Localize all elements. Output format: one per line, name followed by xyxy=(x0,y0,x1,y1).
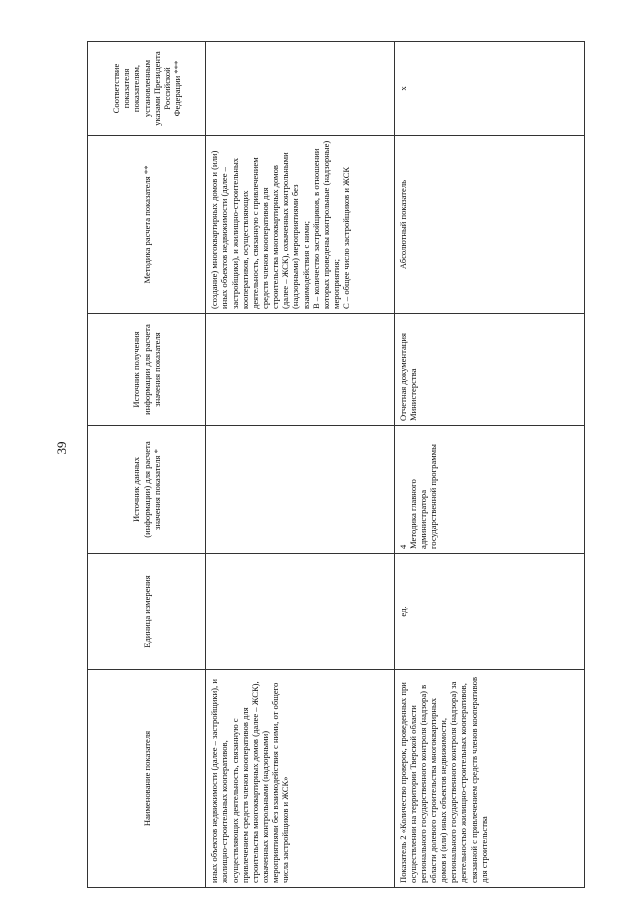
cell-unit xyxy=(206,554,394,670)
cell-compliance xyxy=(206,42,394,136)
header-method: Методика расчета показателя ** xyxy=(88,136,206,314)
cell-method: Абсолютный показатель xyxy=(394,136,584,314)
cell-info-source: Отчетная документация Министерства xyxy=(394,314,584,426)
cell-method: (создание) многоквартирных домов и (или) иных объектов недвижимости (далее – застройщики), и жилищно-строительных кооперативов, осуществляющих деятельность, связанную с привлечением средств членов кооперативов для строительства многоквартирных домов (далее – ЖСК), охваченных контрольными (надзорными) мероприятиями без взаимодействия с ними; B – количество застройщиков, в отношении которых проведены контрольные (надзорные) мероприятия; C – общее число застройщиков и ЖСК xyxy=(206,136,394,314)
indicator-table xyxy=(87,41,585,888)
header-compliance: Соответствие показателя показателям, установленным указами Президента Российской Федерации *** xyxy=(88,42,206,136)
header-info-source: Источник получения информации для расчета значения показателя xyxy=(88,314,206,426)
header-name: Наименование показателя xyxy=(88,670,206,888)
table-header-row xyxy=(88,42,206,888)
cell-info-source xyxy=(206,314,394,426)
page-number: 39 xyxy=(54,441,69,455)
cell-name: иных объектов недвижимости (далее – застройщики), и жилищно-строительных кооперативов, осуществляющих деятельность, связанную с привлечением средств членов кооперативов для строительства многоквартирных домов (далее – ЖСК), охваченных контрольными (надзорными) мероприятиями без взаимодействия с ними, от общего числа застройщиков и ЖСК» xyxy=(206,670,394,888)
rotated-table-container xyxy=(87,42,585,888)
cell-unit: ед. xyxy=(394,554,584,670)
table-row xyxy=(206,42,394,888)
cell-compliance: х xyxy=(394,42,584,136)
header-data-source: Источник данных (информации) для расчета значения показателя * xyxy=(88,426,206,554)
cell-name: Показатель 2 «Количество проверок, проведенных при осуществлении на территории Тверской области регионального государственного контроля (надзора) в области долевого строительства многоквартирных домов и (или) иных объектов недвижимости, регионального государственного контроля (надзора) за деятельностью жилищно-строительных кооперативов, связанной с привлечением средств членов кооперативов для строительства xyxy=(394,670,584,888)
table-row xyxy=(394,42,584,888)
cell-data-source xyxy=(206,426,394,554)
cell-data-source: 4 Методика главного администратора государственной программы xyxy=(394,426,584,554)
header-unit: Единица измерения xyxy=(88,554,206,670)
